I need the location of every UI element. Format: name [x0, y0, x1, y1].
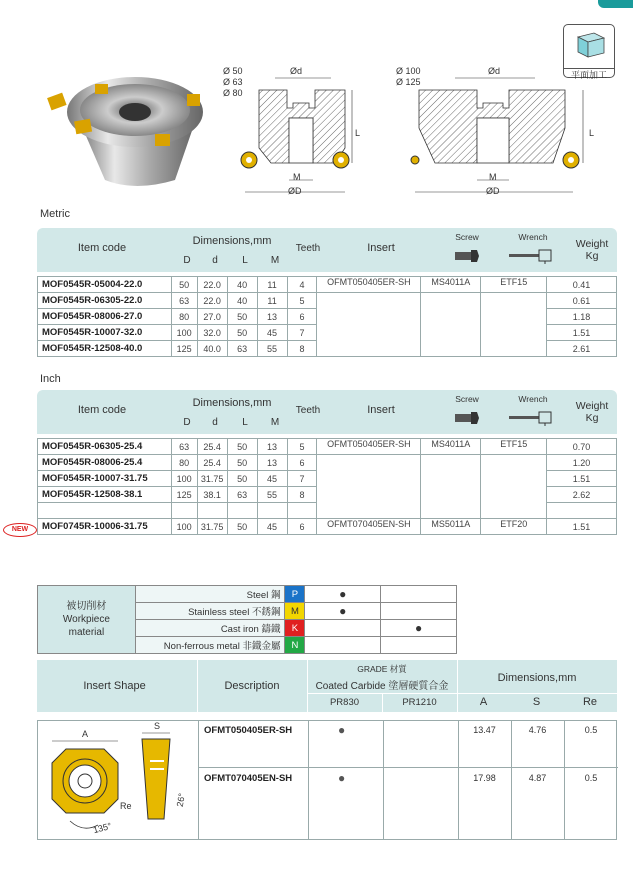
cell-teeth: 8: [287, 341, 317, 357]
spacer-row: [38, 503, 617, 519]
diameter-label: Ø 80: [223, 88, 243, 98]
metric-title: Metric: [40, 208, 70, 220]
cell-screw: [421, 341, 481, 357]
insert-desc-2: OFMT070405EN-SH: [204, 773, 293, 784]
material-mark: [305, 637, 381, 654]
cell-M: 45: [257, 519, 287, 535]
table-row: [38, 277, 617, 293]
cell-M: 55: [257, 487, 287, 503]
cell-M: 45: [257, 471, 287, 487]
hdr-item-code: Item code: [77, 404, 127, 416]
cell-weight: 1.51: [547, 471, 617, 487]
hdr-insert-shape: Insert Shape: [83, 680, 146, 692]
cell-wrench: [481, 293, 547, 309]
cell-D: 50: [171, 277, 197, 293]
table-row: [38, 455, 617, 471]
material-label: Non-ferrous metal 非鐵金屬: [135, 637, 285, 654]
insert-desc-1: OFMT050405ER-SH: [204, 725, 293, 736]
hdr-coated: Coated Carbide 塗層硬質合金: [315, 681, 449, 692]
workpiece-title-line: 被切削材: [66, 601, 107, 612]
cell-screw: [421, 471, 481, 487]
material-code: P: [285, 586, 305, 603]
material-code: M: [285, 603, 305, 620]
cell-weight: 1.51: [547, 519, 617, 535]
diameter-label: Ø 100: [396, 66, 421, 76]
cell-teeth: 6: [287, 455, 317, 471]
cell-L: 50: [227, 439, 257, 455]
right-dim-L: L: [589, 128, 595, 138]
cell-code: MOF0545R-05004-22.0: [38, 277, 172, 293]
cell-insert: [317, 341, 421, 357]
insert-S-2: 4.87: [528, 773, 547, 783]
cell-wrench: ETF20: [481, 519, 547, 535]
hdr-ins-dimensions: Dimensions,mm: [497, 672, 577, 684]
cell-M: 13: [257, 455, 287, 471]
cell-L: 50: [227, 519, 257, 535]
material-label: Stainless steel 不銹鋼: [135, 603, 285, 620]
material-mark: ●: [381, 620, 457, 637]
hdr-D: D: [183, 417, 191, 428]
cell-L: 50: [227, 309, 257, 325]
insert-A-1: 13.47: [473, 725, 496, 735]
workpiece-table: [37, 585, 457, 654]
metric-table: [37, 276, 617, 357]
hdr-dimensions: Dimensions,mm: [192, 397, 272, 409]
hdr-kg: Kg: [585, 250, 599, 262]
material-label: Steel 鋼: [135, 586, 285, 603]
inch-title: Inch: [40, 373, 61, 385]
cell-d: 32.0: [197, 325, 227, 341]
diameter-label: Ø 50: [223, 66, 243, 76]
cell-wrench: ETF15: [481, 277, 547, 293]
cell-screw: [421, 325, 481, 341]
cell-insert: OFMT050405ER-SH: [317, 439, 421, 455]
cell-M: 11: [257, 293, 287, 309]
cube-icon: [564, 25, 614, 63]
workpiece-title-line: Workpiece: [62, 614, 110, 625]
cell-D: 80: [171, 309, 197, 325]
insert-S-1: 4.76: [528, 725, 547, 735]
table-row: [38, 519, 617, 535]
right-dim-d: Ød: [488, 66, 501, 76]
cell-L: 63: [227, 487, 257, 503]
cell-teeth: 8: [287, 487, 317, 503]
material-code: K: [285, 620, 305, 637]
cell-d: 27.0: [197, 309, 227, 325]
wrench-icon: [509, 410, 559, 426]
cell-insert: [317, 325, 421, 341]
cell-D: 63: [171, 293, 197, 309]
workpiece-title-line: material: [68, 627, 105, 638]
cell-D: 100: [171, 325, 197, 341]
right-dim-D: ØD: [486, 186, 500, 196]
material-mark: [305, 620, 381, 637]
table-row: [38, 309, 617, 325]
hdr-Re: Re: [582, 696, 598, 708]
cell-weight: 1.51: [547, 325, 617, 341]
hdr-D: D: [183, 255, 191, 266]
hdr-L: L: [242, 255, 248, 266]
cell-weight: 1.18: [547, 309, 617, 325]
cell-D: 100: [171, 519, 197, 535]
cell-teeth: 6: [287, 519, 317, 535]
workpiece-row: [38, 586, 457, 603]
material-label: Cast iron 鑄鐵: [135, 620, 285, 637]
hdr-weight: Weight: [575, 400, 609, 412]
insert-Re-2: 0.5: [584, 773, 598, 783]
cell-M: 45: [257, 325, 287, 341]
material-mark: [381, 586, 457, 603]
metric-header: [37, 228, 617, 272]
cell-teeth: 5: [287, 439, 317, 455]
cell-D: 63: [171, 439, 197, 455]
cell-weight: 0.61: [547, 293, 617, 309]
cell-wrench: [481, 487, 547, 503]
table-row: [38, 325, 617, 341]
hdr-M: M: [270, 255, 280, 266]
cell-teeth: 4: [287, 277, 317, 293]
table-row: [38, 293, 617, 309]
cell-d: 22.0: [197, 277, 227, 293]
cell-insert: [317, 471, 421, 487]
cell-d: 31.75: [197, 519, 227, 535]
hdr-d: d: [212, 417, 218, 428]
cell-teeth: 6: [287, 309, 317, 325]
insert-body: [37, 720, 617, 840]
cell-D: 125: [171, 341, 197, 357]
insert-pr830-1: ●: [338, 723, 346, 737]
hdr-M: M: [270, 417, 280, 428]
screw-icon: [455, 412, 479, 424]
cell-weight: 0.70: [547, 439, 617, 455]
hdr-item-code: Item code: [77, 242, 127, 254]
material-mark: [381, 603, 457, 620]
insert-figure: [38, 721, 196, 839]
hdr-pr830: PR830: [329, 697, 360, 708]
inch-header: [37, 390, 617, 434]
cell-L: 50: [227, 325, 257, 341]
cell-code: MOF0545R-06305-22.0: [38, 293, 172, 309]
new-badge: NEW: [3, 523, 37, 537]
cell-wrench: [481, 325, 547, 341]
cell-insert: [317, 309, 421, 325]
left-dim-d: Ød: [290, 66, 303, 76]
cell-screw: [421, 487, 481, 503]
hdr-S: S: [532, 696, 541, 708]
workpiece-title: [38, 586, 136, 654]
cell-teeth: 5: [287, 293, 317, 309]
cutter-photo: [35, 62, 210, 197]
cell-screw: MS4011A: [421, 277, 481, 293]
cell-d: 25.4: [197, 455, 227, 471]
cell-code: MOF0545R-06305-25.4: [38, 439, 172, 455]
hdr-wrench: Wrench: [518, 394, 548, 404]
cell-screw: [421, 293, 481, 309]
inch-table: [37, 438, 617, 535]
material-mark: [381, 637, 457, 654]
hdr-screw: Screw: [455, 232, 479, 242]
table-row: [38, 471, 617, 487]
cell-wrench: [481, 309, 547, 325]
hdr-d: d: [212, 255, 218, 266]
hdr-A: A: [479, 696, 488, 708]
insert-Re-1: 0.5: [584, 725, 598, 735]
cell-L: 40: [227, 293, 257, 309]
cell-D: 100: [171, 471, 197, 487]
hdr-L: L: [242, 417, 248, 428]
hdr-teeth: Teeth: [295, 243, 321, 254]
cell-d: 38.1: [197, 487, 227, 503]
cell-wrench: [481, 455, 547, 471]
cell-M: 11: [257, 277, 287, 293]
cell-teeth: 7: [287, 471, 317, 487]
cell-L: 50: [227, 455, 257, 471]
corner-tab: [598, 0, 633, 8]
cell-d: 22.0: [197, 293, 227, 309]
cell-screw: MS5011A: [421, 519, 481, 535]
cell-insert: [317, 487, 421, 503]
material-mark: ●: [305, 586, 381, 603]
cell-M: 55: [257, 341, 287, 357]
left-dim-D: ØD: [288, 186, 302, 196]
hdr-kg: Kg: [585, 412, 599, 424]
cell-insert: OFMT050405ER-SH: [317, 277, 421, 293]
cell-weight: 2.61: [547, 341, 617, 357]
hdr-weight: Weight: [575, 238, 609, 250]
hdr-insert: Insert: [367, 404, 395, 416]
hdr-grade: GRADE 材質: [357, 664, 407, 674]
insert-header: [37, 660, 617, 712]
fig-label-S: S: [154, 721, 161, 731]
table-row: [38, 439, 617, 455]
hdr-insert: Insert: [367, 242, 395, 254]
hdr-pr1210: PR1210: [402, 697, 437, 708]
cell-d: 40.0: [197, 341, 227, 357]
cell-insert: [317, 293, 421, 309]
left-dim-M: M: [293, 172, 301, 182]
cell-wrench: ETF15: [481, 439, 547, 455]
cell-d: 25.4: [197, 439, 227, 455]
cell-d: 31.75: [197, 471, 227, 487]
cell-code: MOF0545R-08006-27.0: [38, 309, 172, 325]
cell-screw: [421, 455, 481, 471]
badge-label: 平面加工: [564, 68, 614, 82]
insert-pr830-2: ●: [338, 771, 346, 785]
cell-code: MOF0745R-10006-31.75: [38, 519, 172, 535]
fig-label-A: A: [82, 729, 89, 739]
right-cross-section: [405, 68, 590, 203]
hdr-screw: Screw: [455, 394, 479, 404]
insert-A-2: 17.98: [473, 773, 496, 783]
cell-M: 13: [257, 309, 287, 325]
cell-code: MOF0545R-12508-40.0: [38, 341, 172, 357]
cell-teeth: 7: [287, 325, 317, 341]
left-cross-section: [235, 68, 365, 203]
material-code: N: [285, 637, 305, 654]
fig-label-135: 135°: [92, 820, 113, 836]
cell-insert: OFMT070405EN-SH: [317, 519, 421, 535]
table-row: [38, 341, 617, 357]
cell-D: 80: [171, 455, 197, 471]
material-mark: ●: [305, 603, 381, 620]
diameter-label: Ø 63: [223, 77, 243, 87]
cell-weight: 1.20: [547, 455, 617, 471]
screw-icon: [455, 250, 479, 262]
hdr-description: Description: [224, 680, 280, 692]
cell-screw: [421, 309, 481, 325]
cell-L: 63: [227, 341, 257, 357]
cell-code: MOF0545R-10007-31.75: [38, 471, 172, 487]
hdr-teeth: Teeth: [295, 405, 321, 416]
fig-label-Re: Re: [120, 801, 132, 811]
hdr-dimensions: Dimensions,mm: [192, 235, 272, 247]
cell-code: MOF0545R-08006-25.4: [38, 455, 172, 471]
cell-code: MOF0545R-12508-38.1: [38, 487, 172, 503]
wrench-icon: [509, 248, 559, 264]
cell-L: 40: [227, 277, 257, 293]
cell-weight: 2.62: [547, 487, 617, 503]
cell-M: 13: [257, 439, 287, 455]
cell-wrench: [481, 341, 547, 357]
cell-L: 50: [227, 471, 257, 487]
cell-weight: 0.41: [547, 277, 617, 293]
left-dim-L: L: [355, 128, 361, 138]
cell-screw: MS4011A: [421, 439, 481, 455]
cell-code: MOF0545R-10007-32.0: [38, 325, 172, 341]
right-dim-M: M: [489, 172, 497, 182]
cell-insert: [317, 455, 421, 471]
diameter-label: Ø 125: [396, 77, 421, 87]
cell-wrench: [481, 471, 547, 487]
hdr-wrench: Wrench: [518, 232, 548, 242]
table-row: [38, 487, 617, 503]
fig-label-26: 26°: [174, 792, 187, 808]
cell-D: 125: [171, 487, 197, 503]
